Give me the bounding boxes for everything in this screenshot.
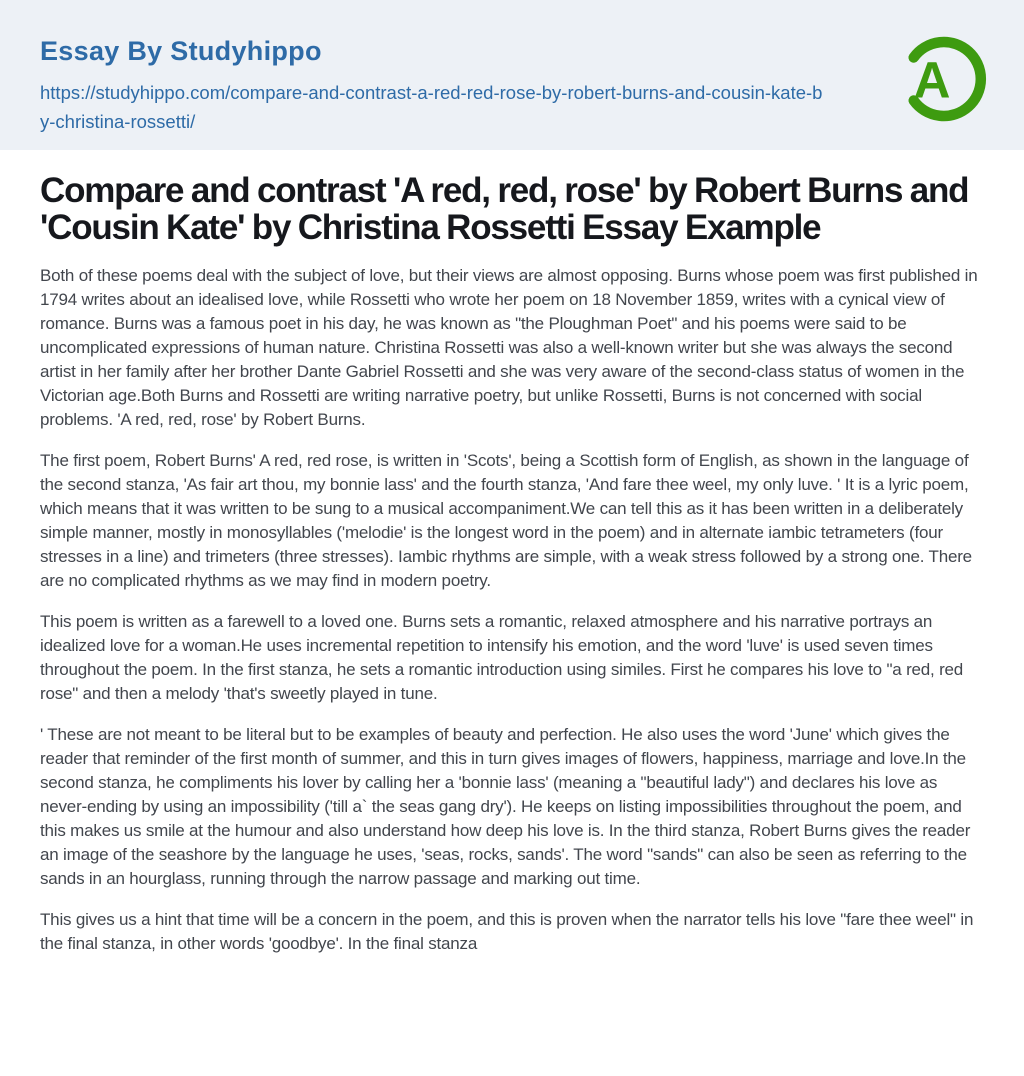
- essay-paragraph: ' These are not meant to be literal but to be examples of beauty and perfection. He also uses the word 'June' which gives the reader that reminder of the first month of summer, and this in turn gives images of flowers, happiness, marriage and love.In the second stanza, he compliments his lover by calling her a 'bonnie lass' (meaning a "beautiful lady") and declares his love as never-ending by using an impossibility ('till a` the seas gang dry'). He keeps on listing impossibilities throughout the poem, and this makes us smile at the humour and also understand how deep his love is. In the third stanza, Robert Burns gives the reader an image of the seashore by the language he uses, 'seas, rocks, sands'. The word "sands" can also be seen as referring to the sands in an hourglass, running through the narrow passage and marking out time.: [40, 725, 971, 889]
- studyhippo-logo-icon: [894, 31, 990, 127]
- header-text-block: [40, 36, 830, 136]
- essay-title: Compare and contrast 'A red, red, rose' by Robert Burns and 'Cousin Kate' by Christina Rossetti Essay Example: [40, 171, 969, 248]
- essay-paragraph: The first poem, Robert Burns' A red, red rose, is written in 'Scots', being a Scottish form of English, as shown in the language of the second stanza, 'As fair art thou, my bonnie lass' and the fourth stanza, 'And fare thee weel, my only luve. ' It is a lyric poem, which means that it was written to be sung to a musical accompaniment.We can tell this as it has been written in a deliberately simple manner, mostly in monosyllables ('melodie' is the longest word in the poem) and in alternate iambic tetrameters (four stresses in a line) and trimeters (three stresses). Iambic rhythms are simple, with a weak stress followed by a strong one. There are no complicated rhythms as we may find in modern poetry.: [40, 451, 972, 591]
- article-body: [40, 264, 984, 956]
- logo-letter: A: [913, 51, 951, 109]
- essay-paragraph: Both of these poems deal with the subject of love, but their views are almost opposing. Burns whose poem was first published in 1794 writes about an idealised love, while Rossetti who wrote her poem on 18 November 1859, writes with a cynical view of romance. Burns was a famous poet in his day, he was known as "the Ploughman Poet" and his poems were said to be uncomplicated expressions of human nature. Christina Rossetti was also a well-known writer but she was always the second artist in her family after her brother Dante Gabriel Rossetti and she was very aware of the second-class status of women in the Victorian age.Both Burns and Rossetti are writing narrative poetry, but unlike Rossetti, Burns is not concerned with social problems. 'A red, red, rose' by Robert Burns.: [40, 266, 978, 430]
- essay-article: [0, 150, 1024, 996]
- essay-paragraph: This gives us a hint that time will be a concern in the poem, and this is proven when the narrator tells his love "fare thee weel" in the final stanza, in other words 'goodbye'. In the final stanza: [40, 910, 974, 954]
- brand-title-link[interactable]: Essay By Studyhippo: [40, 36, 322, 66]
- essay-paragraph: This poem is written as a farewell to a loved one. Burns sets a romantic, relaxed atmosphere and his narrative portrays an idealized love for a woman.He uses incremental repetition to intensify his emotion, and the word 'luve' is used seven times throughout the poem. In the first stanza, he sets a romantic introduction using similes. First he compares his love to "a red, red rose" and then a melody 'that's sweetly played in tune.: [40, 612, 964, 704]
- page-url-link[interactable]: https://studyhippo.com/compare-and-contrast-a-red-red-rose-by-robert-burns-and-cousin-kate-by-christina-rossetti/: [40, 82, 823, 133]
- site-header: [0, 0, 1024, 150]
